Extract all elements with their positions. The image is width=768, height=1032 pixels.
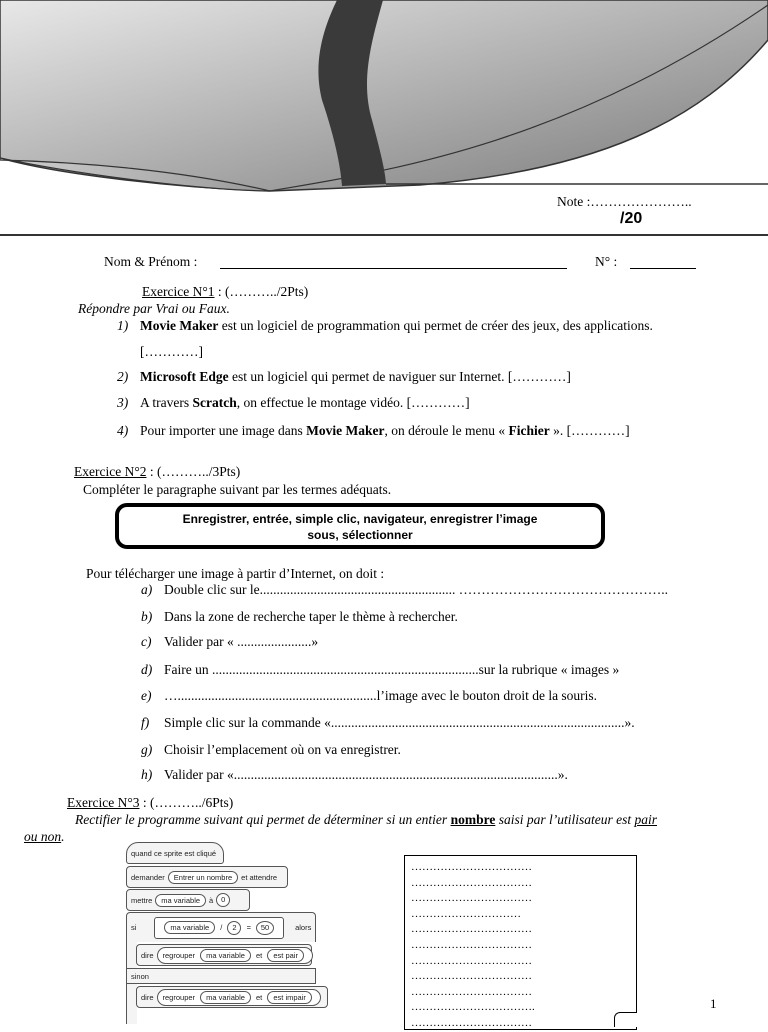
ex1-item-3-pre: A travers xyxy=(140,395,193,410)
ex1-points: : (………../2Pts) xyxy=(214,284,309,299)
answer-line[interactable]: …………………………… xyxy=(411,861,532,873)
scratch-if-then: alors xyxy=(295,923,312,932)
scratch-set-var[interactable]: ma variable xyxy=(155,894,206,907)
ex3-instruction-bold: nombre xyxy=(450,812,496,827)
answer-lines[interactable] xyxy=(411,860,626,1032)
word-box xyxy=(115,503,605,549)
scratch-say-impair-block xyxy=(136,986,328,1008)
scratch-join2-value[interactable]: est impair xyxy=(267,991,312,1004)
ex3-instruction-pre: Rectifier le programme suivant qui permet de déterminer si un entier xyxy=(75,812,451,827)
ex1-item-3-text: , on effectue le montage vidéo. […………] xyxy=(236,395,470,410)
word-box-line-2: sous, sélectionner xyxy=(307,528,413,542)
scratch-join2-var[interactable]: ma variable xyxy=(200,991,251,1004)
ex3-title: Exercice N°3 xyxy=(67,795,140,810)
ex2-item-g: Choisir l’emplacement où on va enregistrer. xyxy=(164,742,401,757)
scratch-join2 xyxy=(157,989,321,1006)
scratch-set-value[interactable]: 0 xyxy=(216,893,230,907)
scratch-join1-and: et xyxy=(256,950,263,960)
ex3-instruction-end: . xyxy=(61,829,65,844)
ex1-item-2-number: 2) xyxy=(117,369,129,384)
scratch-say-pair-block xyxy=(136,944,312,966)
number-line[interactable] xyxy=(630,268,696,269)
header-book-graphic xyxy=(0,0,768,200)
ex1-item-4-bold: Movie Maker xyxy=(306,423,385,438)
ex3-heading xyxy=(67,795,233,811)
scratch-join1 xyxy=(157,947,313,964)
answer-line[interactable]: …………………………… xyxy=(411,923,532,936)
ex3-points: : (………../6Pts) xyxy=(139,795,234,810)
answer-line[interactable]: …………………………… xyxy=(411,892,532,905)
scratch-say2-label: dire xyxy=(141,992,154,1002)
ex1-item-3-number: 3) xyxy=(117,395,129,410)
scratch-if-header xyxy=(126,912,316,942)
scratch-set-block xyxy=(126,889,250,911)
word-box-line-1: Enregistrer, entrée, simple clic, navigateur, enregistrer l’image xyxy=(182,512,538,526)
ex1-item-4-mid: , on déroule le menu « xyxy=(384,423,509,438)
ex2-item-b-letter: b) xyxy=(141,609,153,624)
ex3-instruction-line-1 xyxy=(75,812,657,828)
scratch-if-eq: = xyxy=(246,922,251,932)
ex2-item-g-letter: g) xyxy=(141,742,153,757)
ex1-item-4-text: ». […………] xyxy=(549,423,630,438)
scratch-if-condition xyxy=(154,917,284,939)
ex1-heading xyxy=(142,284,308,300)
scratch-if-div: / xyxy=(220,922,223,932)
ex1-item-1 xyxy=(140,318,653,334)
scratch-hat-label: quand ce sprite est cliqué xyxy=(131,848,217,858)
scratch-else-label: sinon xyxy=(131,971,149,981)
ex1-item-1-text: est un logiciel de programmation qui permet de créer des jeux, des applications. xyxy=(218,318,653,333)
scratch-if-var[interactable]: ma variable xyxy=(164,921,215,934)
ex2-item-c-letter: c) xyxy=(141,634,152,649)
ex2-item-e: …...........................................................l’image avec le bouton droit de la souris. xyxy=(164,688,598,703)
ex2-instruction: Compléter le paragraphe suivant par les termes adéquats. xyxy=(83,482,392,497)
scratch-join1-label: regrouper xyxy=(162,950,196,960)
ex2-item-a: Double clic sur le.......................................................... ……………………………………….. xyxy=(164,582,668,597)
ex1-instruction: Répondre par Vrai ou Faux. xyxy=(78,301,230,316)
ex2-item-b: Dans la zone de recherche taper le thème à rechercher. xyxy=(164,609,458,624)
answer-line[interactable]: …………………………… xyxy=(411,1016,532,1029)
ex2-item-f: Simple clic sur la commande «.......................................................................................». xyxy=(164,715,635,730)
scratch-ask-label: demander xyxy=(131,872,165,882)
answer-line[interactable]: ………………………… xyxy=(411,907,521,920)
scratch-say1-label: dire xyxy=(141,950,154,960)
ex2-title: Exercice N°2 xyxy=(74,464,147,479)
ex2-item-d: Faire un ...............................................................................sur la rubrique « images » xyxy=(164,662,620,677)
scratch-ask-block xyxy=(126,866,288,888)
ex1-item-3 xyxy=(140,395,470,411)
ex2-item-c: Valider par « ......................» xyxy=(164,634,319,649)
answer-line[interactable]: …………………………… xyxy=(411,938,532,951)
ex1-item-1-number: 1) xyxy=(117,318,129,333)
note-total: /20 xyxy=(620,210,643,227)
scratch-ask-input[interactable]: Entrer un nombre xyxy=(168,871,238,884)
scratch-else-label-row xyxy=(126,968,316,984)
ex1-item-2-bold: Microsoft Edge xyxy=(140,369,229,384)
ex2-points: : (………../3Pts) xyxy=(146,464,241,479)
scratch-if-cmp[interactable]: 50 xyxy=(256,921,274,935)
ex3-instruction-line-2 xyxy=(24,829,65,845)
answer-line[interactable]: …………………………… xyxy=(411,985,532,998)
ex1-item-1-blank[interactable]: […………] xyxy=(140,344,203,359)
scratch-join1-var[interactable]: ma variable xyxy=(200,949,251,962)
scratch-set-to: à xyxy=(209,895,214,905)
scratch-set-label: mettre xyxy=(131,895,153,905)
ex1-item-4-number: 4) xyxy=(117,423,129,438)
page-number: 1 xyxy=(710,996,717,1011)
name-line[interactable] xyxy=(220,268,567,269)
answer-line[interactable]: ……………………………. xyxy=(411,1001,535,1014)
scratch-join2-label: regrouper xyxy=(162,992,196,1002)
ex3-instruction-mid: saisi par l’utilisateur est xyxy=(495,812,635,827)
scratch-join2-and: et xyxy=(256,992,263,1002)
scratch-if-num[interactable]: 2 xyxy=(227,921,241,935)
note-label: Note :………………….. xyxy=(557,194,692,209)
ex1-item-2-text: est un logiciel qui permet de naviguer sur Internet. […………] xyxy=(228,369,571,384)
header-divider xyxy=(0,234,768,236)
answer-line[interactable]: …………………………… xyxy=(411,876,532,889)
ex2-heading xyxy=(74,464,240,480)
ex1-item-1-bold: Movie Maker xyxy=(140,318,219,333)
ex2-item-h-letter: h) xyxy=(141,767,153,782)
ex1-item-4-bold2: Fichier xyxy=(508,423,550,438)
answer-line[interactable]: …………………………… xyxy=(411,970,532,983)
ex2-item-h: Valider par «................................................................................................». xyxy=(164,767,568,782)
name-label: Nom & Prénom : xyxy=(104,254,198,269)
scratch-hat-block xyxy=(126,842,224,864)
ex2-item-a-letter: a) xyxy=(141,582,153,597)
ex2-item-f-letter: f) xyxy=(141,715,150,730)
ex3-instruction-pair: pair xyxy=(634,812,657,827)
scratch-ask-post: et attendre xyxy=(241,872,278,882)
ex1-item-4-pre: Pour importer une image dans xyxy=(140,423,307,438)
ex1-item-2 xyxy=(140,369,571,385)
scratch-join1-value[interactable]: est pair xyxy=(267,949,304,962)
ex2-item-d-letter: d) xyxy=(141,662,153,677)
ex1-item-4 xyxy=(140,423,630,439)
scratch-if-label: si xyxy=(131,923,137,932)
ex3-instruction-ou-non: ou non xyxy=(24,829,62,844)
number-label: N° : xyxy=(595,254,618,269)
ex1-title: Exercice N°1 xyxy=(142,284,215,299)
ex1-item-3-bold: Scratch xyxy=(192,395,237,410)
answer-line[interactable]: …………………………… xyxy=(411,954,532,967)
ex2-item-e-letter: e) xyxy=(141,688,152,703)
ex2-intro: Pour télécharger une image à partir d’Internet, on doit : xyxy=(86,566,385,581)
